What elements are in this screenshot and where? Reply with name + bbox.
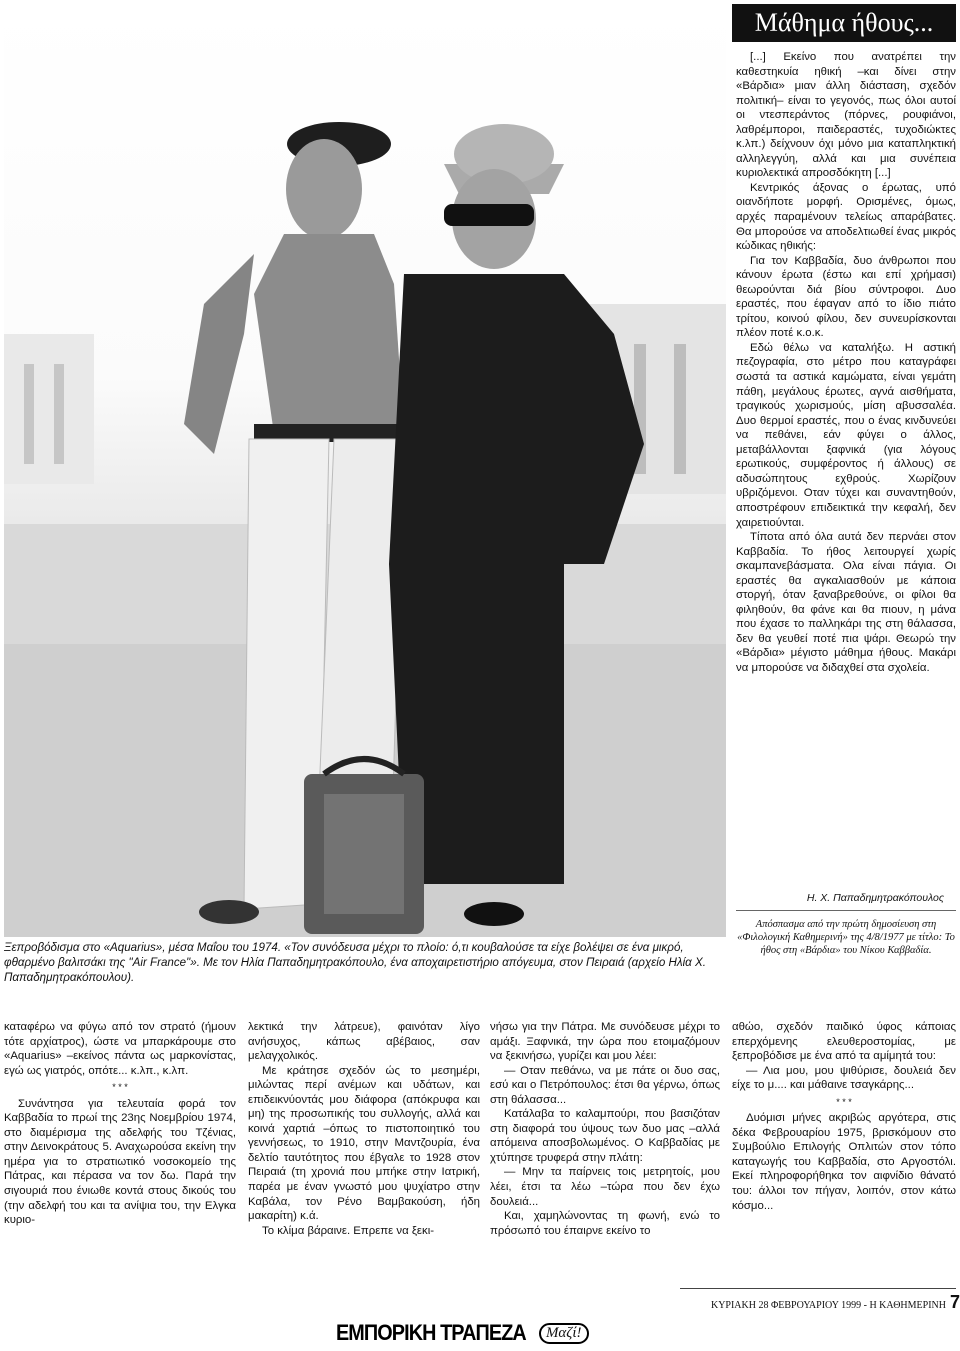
page-footer xyxy=(680,1292,960,1313)
article-paragraph: Κατάλαβα το καλαμπούρι, που βασιζόταν στη διαφορά του ύψους των δυο μας –αλλά απόμεινα αποσβολωμένος. Ο Καββαδίας με χτύπησε τρυφερά στην πλάτη: xyxy=(490,1108,720,1164)
article-column-2 xyxy=(248,1020,480,1238)
article-paragraph: — Μην τα παίρνεις τοις μετρητοίς, μου λέει, έτσι τα λέω –τώρα που δεν έχω δουλειά... xyxy=(490,1166,720,1208)
sidebar-signature: Η. Χ. Παπαδημητρακόπουλος xyxy=(806,892,944,904)
article-paragraph: λεκτικά την λάτρευε), φαινόταν λίγο ανήσυχος, κάπως αβέβαιος, σαν μελαγχολικός. xyxy=(248,1021,480,1063)
sidebar-divider xyxy=(736,910,956,911)
article-paragraph: Δυόμισι μήνες ακριβώς αργότερα, στις δέκα Φεβρουαρίου 1975, βρισκόμουν στο Συμβούλιο Επιλογής Οπλιτών στον τόπο καταγωγής του Καββαδία, στο Αργοστόλι. Εκεί πληροφορήθηκα τον αιφνίδιο θάνατό του: άλλοι τον πήγαν, λοιπόν, στον κάτω κόσμο... xyxy=(732,1112,956,1212)
article-paragraph: νήσω για την Πάτρα. Με συνόδευσε μέχρι το αμάξι. Ξαφνικά, την ώρα που ετοιμαζόμουν να ξεκινήσω, γυρίζει και μου λέει: xyxy=(490,1021,720,1063)
article-paragraph: — Οταν πεθάνω, να με πάτε οι δυο σας, εσύ και ο Πετρόπουλος: έτσι θα γέρνω, όπως στη θάλασσα... xyxy=(490,1064,720,1106)
bank-advertisement xyxy=(336,1318,589,1348)
section-separator: * * * xyxy=(836,1096,852,1107)
dateline: ΚΥΡΙΑΚΗ 28 ΦΕΒΡΟΥΑΡΙΟΥ 1999 - Η ΚΑΘΗΜΕΡΙΝΗ xyxy=(710,1300,946,1311)
sidebar-paragraph: Για τον Καββαδία, δυο άνθρωποι που κάνουν έρωτα (έστω και επί χρήμασι) θεωρούνται διά βίου σύντροφοι. Δυο εραστές, που έφαγαν από το ίδιο πιάτο τρίτου, κοινού φίλου, δεν συνευρίσκονται πλέον ποτέ κ.ο.κ. xyxy=(736,254,956,340)
article-paragraph: Το κλίμα βάραινε. Επρεπε να ξεκι- xyxy=(262,1224,435,1237)
article-paragraph: καταφέρω να φύγω από τον στρατό (ήμουν τότε αρχίατρος), ώστε να μπαρκάρουμε στο «Aquarius» –εκείνος πάντα ως μαρκονίστας, εγώ ως γιατρός, οπότε... κ.λπ., κ.λπ. xyxy=(4,1021,236,1077)
sidebar-body xyxy=(736,50,956,676)
article-column-4 xyxy=(732,1020,956,1213)
sidebar-paragraph: [...] Εκείνο που ανατρέπει την καθεστηκυία ηθική –και δίνει στην «Βάρδια» μιαν άλλη διάσταση, σχεδόν πολιτική– είναι το γεγονός, πως όλοι αυτοί οι ντεσπεράντος (πόρνες, ρουφιάνοι, λαθρέμποροι, παιδεραστές, τυχοδιώκτες κ.λπ.) δείχνουν όχι μόνο μια καταπληκτική αλληλεγγύη, αλλά και μια συνέπεια κυριολεκτικά απροσδόκητη [...] xyxy=(736,51,956,180)
photo-illustration xyxy=(4,4,726,937)
sidebar-title: Μάθημα ήθους... xyxy=(732,4,956,42)
ad-brand: ΕΜΠΟΡΙΚΗ ΤΡΑΠΕΖΑ xyxy=(336,1320,526,1345)
article-paragraph: Συνάντησα για τελευταία φορά τον Καββαδία το πρωί της 23ης Νοεμβρίου 1974, στο διαμέρισμα της αδελφής του Τζένιας, στην Δεινοκράτους 5. Αναχωρούσα εκείνη την ημέρα για το στρατιωτικό νοσοκομείο της Πάτρας, και πέρασα να τον δω. Παρά την σιγουριά που ένιωθε κοντά στους δικούς του (την αδελφή του και τα ανίψια του, την Ελγκα κυριο- xyxy=(4,1097,236,1227)
article-column-1 xyxy=(4,1020,236,1228)
section-separator: * * * xyxy=(112,1082,128,1093)
article-paragraph: Με κράτησε σχεδόν ώς το μεσημέρι, μιλώντας περί ανέμων και υδάτων, και επιδεικνύοντάς μου διάφορα (απόκρυφα και μη) της προσωπικής του συλλογής, αλλά και κοινά χαρτιά –όπως το πιστοποιητικό του γεννήσεως, το 1910, στην Μαντζουρία, ένα δελτίο ταυτότητος που έβγαλε το 1928 στον Πειραιά (τη χρονιά που μπήκε στην Ιατρική, παρέα με έναν γνωστό μου ψυχίατρο στην Καβάλα, τον Ρένο Βαμβακούση, ήδη μακαρίτη) κ.ά. xyxy=(248,1064,480,1223)
article-column-3 xyxy=(490,1020,720,1238)
article-paragraph: — Λια μου, μου ψιθύρισε, δουλειά δεν είχε το μ.... και μάθαινε τσαγκάρης... xyxy=(732,1064,956,1092)
sidebar-paragraph: Κεντρικός άξονας ο έρωτας, υπό οιανδήποτε μορφή. Ορισμένες, όμως, αρχές παραμένουν τελείως απαράβατες. Θα μπορούσε να αποδελτιωθεί ένας μικρός κώδικας ηθικής: xyxy=(736,181,956,253)
photo-caption: Ξεπροβόδισμα στο «Aquarius», μέσα Μαΐου του 1974. «Τον συνόδευσα μέχρι το πλοίο: ό,τι κουβαλούσε τα είχε βολέψει σε ένα μικρό, φθαρμένο βαλιτσάκι της "Air France"». Με τον Ηλία Παπαδημητρακόπουλο, ένα αποχαιρετιστήριο απόγευμα, στον Πειραιά (αρχείο Ηλία Χ. Παπαδημητρακόπουλου). xyxy=(4,941,706,984)
sidebar-paragraph: Εδώ θέλω να καταλήξω. Η αστική πεζογραφία, στο μέτρο που καταγράφει σωστά τα αστικά καμώματα, είναι γεμάτη πάθη, μεγάλους έρωτες, αγνά αισθήματα, τραγικούς χωρισμούς, μίση αβυσσαλέα. Δυο θερμοί εραστές, που ο ένας κινδυνεύει να πεθάνει, εάν φύγει ο άλλος, μεταβάλλονται ξαφνικά (για λόγους ερωτικούς, συμφέροντος ή άλλους) σε αδυσώπητους εχθρούς. Χωρίζουν υβριζόμενοι. Οταν τύχει και συναντηθούν, αποστρέφουν επιδεικτικά την κεφαλή, δεν χαιρετιούνται. xyxy=(736,341,956,529)
article-paragraph: αθώο, σχεδόν παιδικό ύφος κάποιας επερχόμενης ελευθεροστομίας, με ξεπροβόδισε με ένα από τα αμίμητά του: xyxy=(732,1021,956,1063)
photograph xyxy=(4,4,726,937)
sidebar-paragraph: Τίποτα από όλα αυτά δεν περνάει στον Καββαδία. Το ήθος λειτουργεί χωρίς σκαμπανεβάσματα. Ολα είναι πάγια. Οι εραστές θα αγκαλιασθούν με κάποια στοργή, όταν ξαναβρεθούνε, οι φίλοι θα φιληθούν, θα φάνε και θα πιουν, η μάνα που έχασε το παλληκάρι της στη θάλασσα, δεν θα γευθεί ποτέ πια ψάρι. Θεωρώ την «Βάρδια» μέγιστο μάθημα ήθους. Μακάρι να μπορούσε να διδαχθεί στα σχολεία. xyxy=(736,531,956,674)
footer-rule xyxy=(680,1288,956,1289)
article-paragraph: Και, χαμηλώνοντας τη φωνή, ενώ το πρόσωπό του έπαιρνε εκείνο το xyxy=(490,1210,720,1237)
ad-slogan: Μαζί! xyxy=(539,1323,589,1344)
page-number: 7 xyxy=(949,1292,960,1312)
sidebar-source-note: Απόσπασμα από την πρώτη δημοσίευση στη «Φιλολογική Καθημερινή» της 4/8/1977 με τίτλο: Το ήθος στη «Βάρδια» του Νίκου Καββαδία. xyxy=(737,919,955,957)
